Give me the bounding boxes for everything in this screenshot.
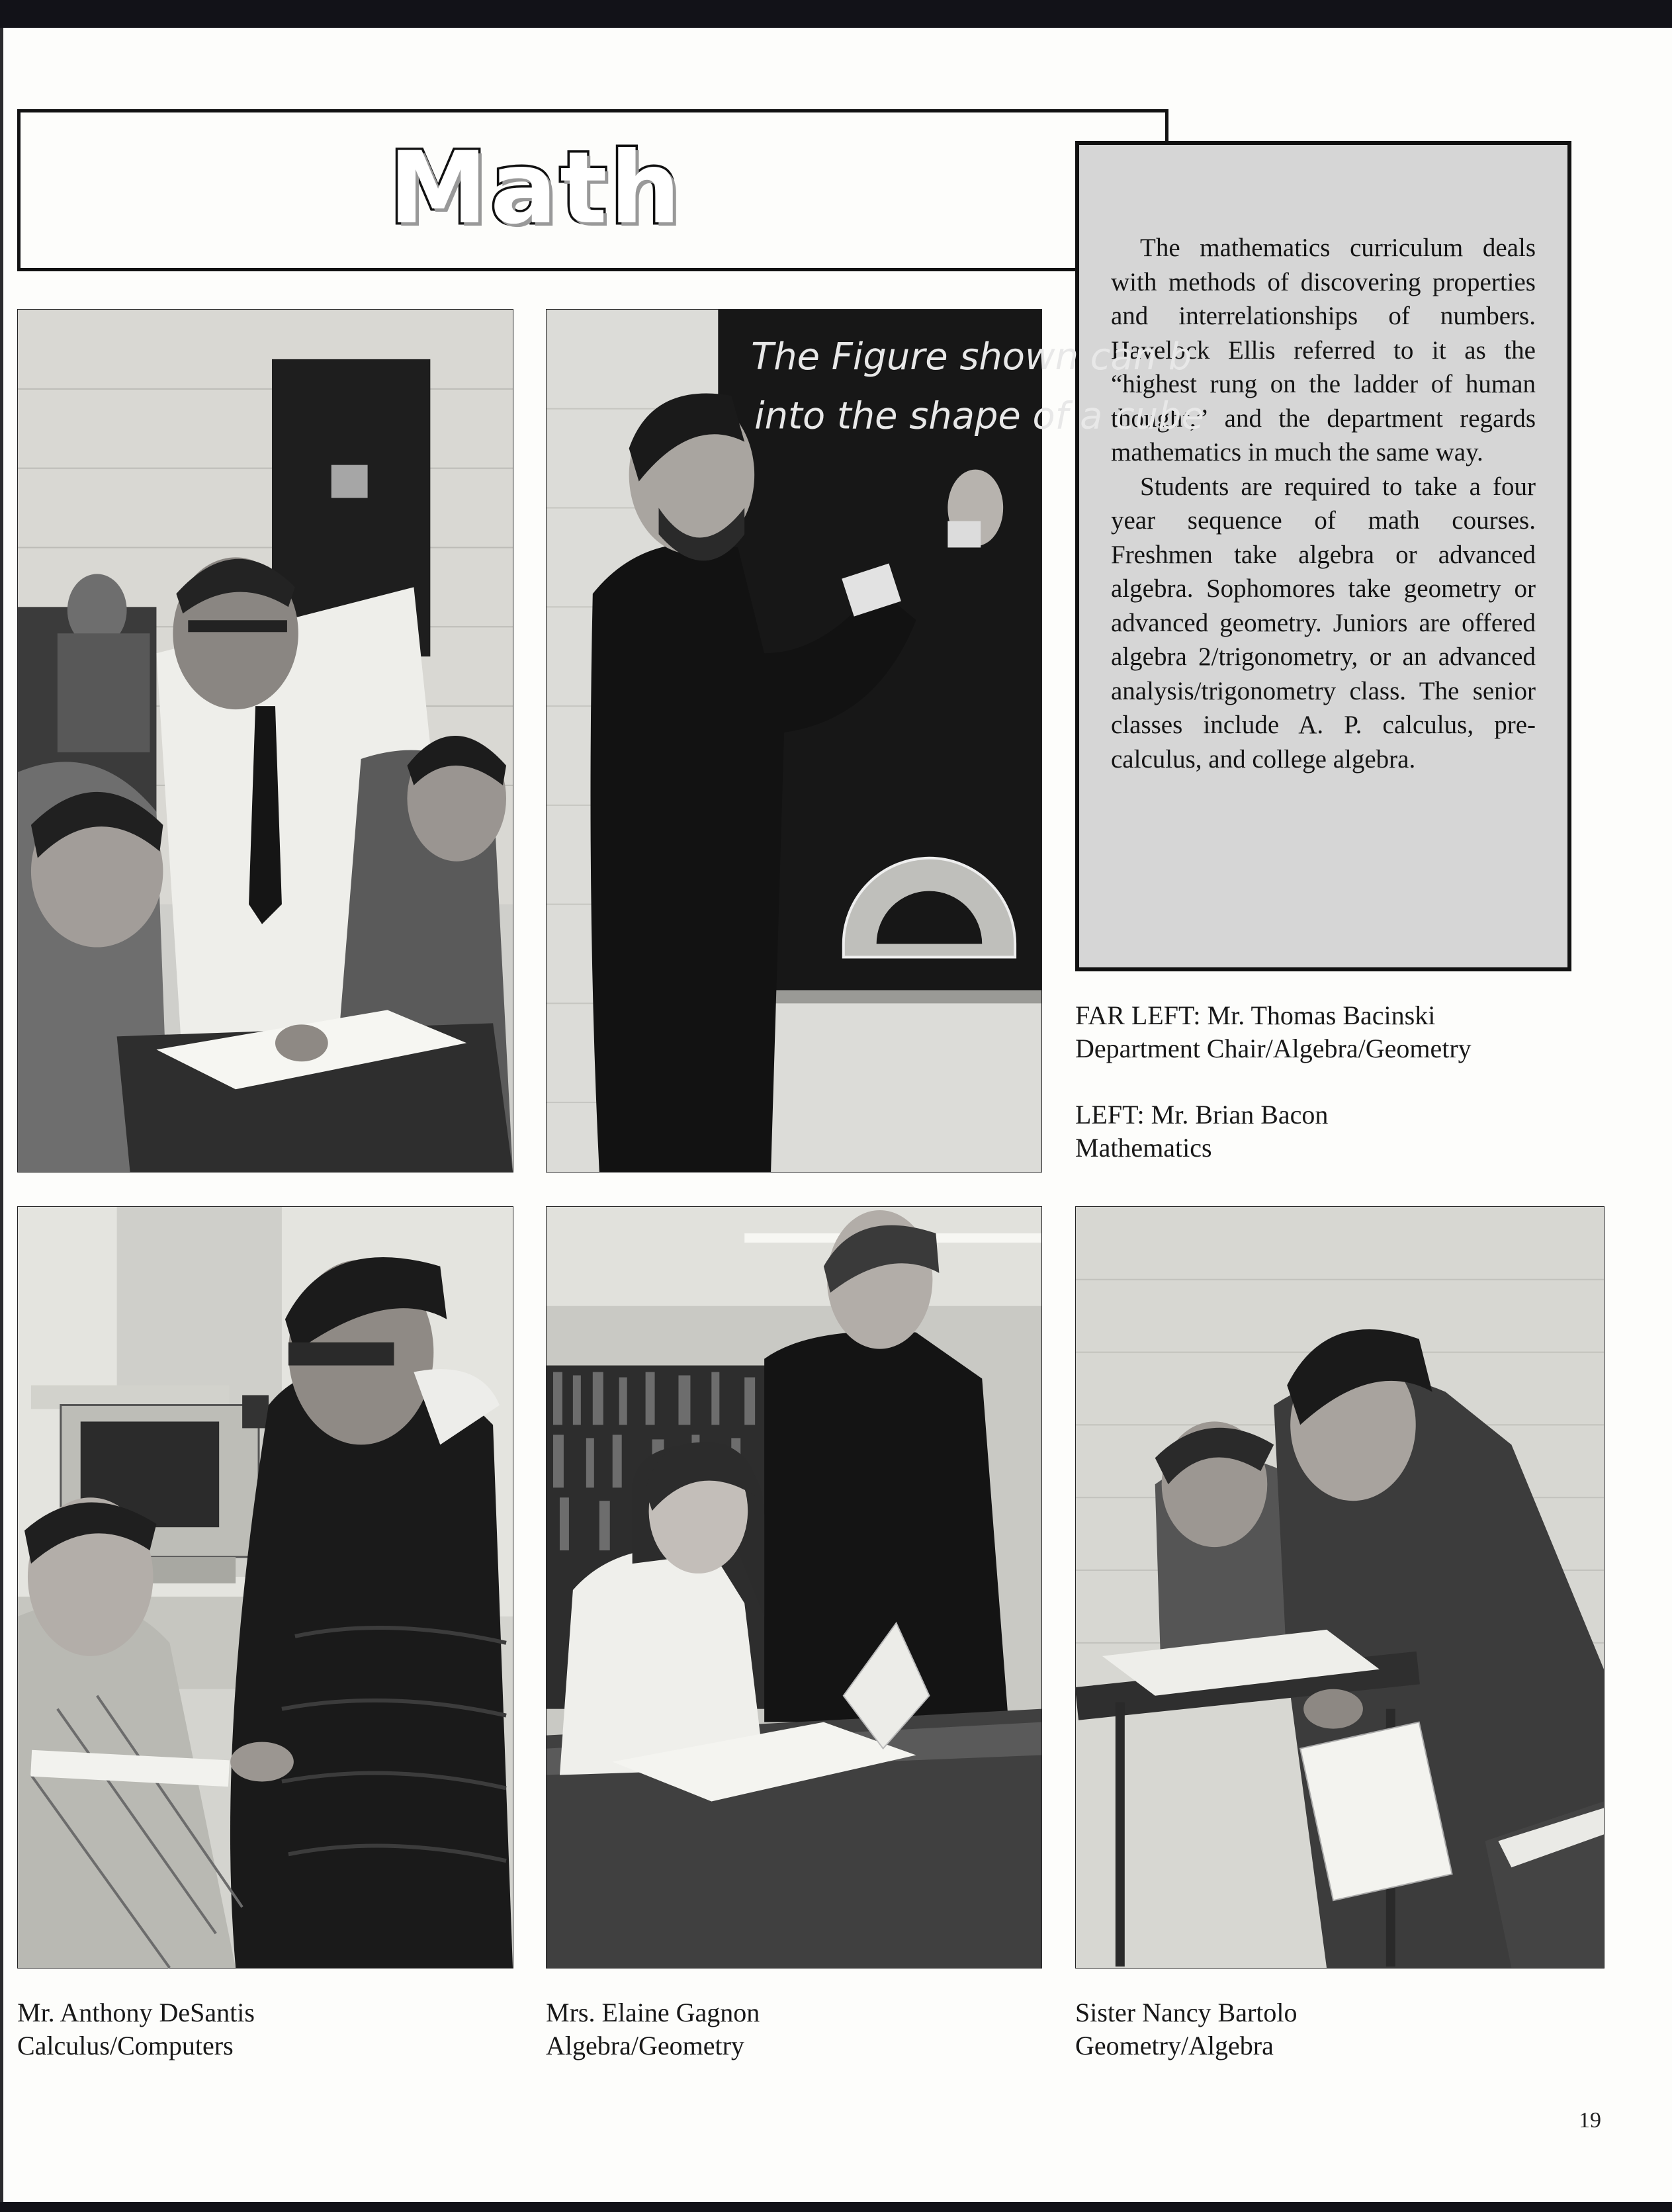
intro-paragraph-2: Students are required to take a four year sequence of math courses. Freshmen take algebra or advanced algebra. Sophomores take geometry or advanced geometry. Juniors are offered algebra 2/trigonometry, or an advanced analysis/trigonometry class. The senior classes include A. P. calculus, pre-calculus, and college algebra. bbox=[1111, 472, 1536, 774]
photo-bacinski-with-students bbox=[17, 309, 513, 1172]
caption-desantis-name: Mr. Anthony DeSantis bbox=[17, 1998, 255, 2027]
caption-gagnon-name: Mrs. Elaine Gagnon bbox=[546, 1998, 760, 2027]
caption-left bbox=[1075, 1098, 1328, 1165]
bottom-scan-border bbox=[0, 2202, 1672, 2212]
caption-bartolo-subjects: Geometry/Algebra bbox=[1075, 2031, 1274, 2060]
caption-far-left bbox=[1075, 999, 1472, 1065]
photo-bartolo-with-student bbox=[1075, 1206, 1605, 1969]
caption-far-left-subjects: Department Chair/Algebra/Geometry bbox=[1075, 1034, 1472, 1063]
caption-bartolo bbox=[1075, 1996, 1298, 2062]
caption-left-subjects: Mathematics bbox=[1075, 1133, 1212, 1163]
page-title: Math bbox=[388, 131, 683, 246]
caption-gagnon bbox=[546, 1996, 760, 2062]
photo-gagnon-library bbox=[546, 1206, 1042, 1969]
page-number: 19 bbox=[1579, 2108, 1601, 2133]
caption-desantis-subjects: Calculus/Computers bbox=[17, 2031, 234, 2060]
blackboard-line-2: into the shape of a cube bbox=[754, 394, 1204, 438]
intro-paragraph-1: The mathematics curriculum deals with methods of discovering properties and interrelationships of numbers. Havelock Ellis referred to it as the “highest rung on the ladder of human thought,” and the department regards mathematics in much the same way. bbox=[1111, 234, 1536, 466]
top-scan-border bbox=[0, 0, 1672, 28]
caption-left-name: LEFT: Mr. Brian Bacon bbox=[1075, 1100, 1329, 1129]
blackboard-line-1: The Figure shown can b bbox=[751, 335, 1192, 378]
photo-desantis-computer bbox=[17, 1206, 513, 1969]
caption-gagnon-subjects: Algebra/Geometry bbox=[546, 2031, 744, 2060]
intro-text-box bbox=[1075, 141, 1571, 971]
caption-far-left-name: FAR LEFT: Mr. Thomas Bacinski bbox=[1075, 1000, 1436, 1030]
caption-desantis bbox=[17, 1996, 255, 2062]
left-scan-edge bbox=[0, 28, 3, 2202]
caption-bartolo-name: Sister Nancy Bartolo bbox=[1075, 1998, 1298, 2027]
